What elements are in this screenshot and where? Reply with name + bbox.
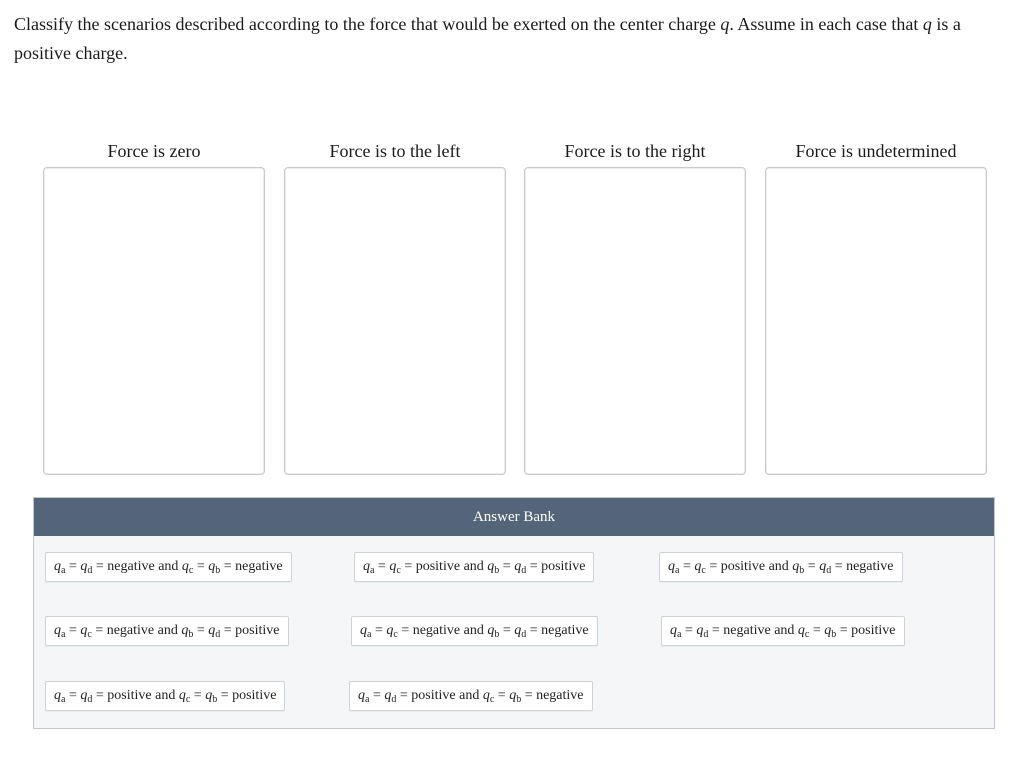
- charge-sign-value: negative: [107, 559, 155, 574]
- charge-symbol: $q_b$: [792, 559, 805, 576]
- equals-sign: =: [682, 559, 691, 574]
- equals-sign: =: [839, 623, 848, 638]
- charge-subscript: c: [804, 629, 810, 640]
- equals-sign: =: [68, 623, 77, 638]
- equals-sign: =: [95, 623, 104, 638]
- charge-sign-value: positive: [411, 688, 456, 703]
- charge-sign-value: positive: [232, 688, 277, 703]
- equals-sign: =: [401, 623, 410, 638]
- charge-subscript: c: [489, 694, 495, 705]
- charge-sign-value: negative: [412, 623, 461, 638]
- answer-chip[interactable]: [659, 552, 903, 582]
- charge-subscript: a: [677, 629, 682, 640]
- equals-sign: =: [502, 559, 511, 574]
- charge-subscript: d: [521, 629, 527, 640]
- charge-symbol: $q_b$: [181, 623, 194, 640]
- charge-subscript: a: [365, 694, 370, 705]
- equals-sign: =: [497, 688, 506, 703]
- charge-symbol: $q_c$: [389, 559, 401, 576]
- charge-symbol: $q_a$: [670, 623, 682, 640]
- answer-chip[interactable]: [661, 616, 905, 646]
- charge-sign-value: positive: [851, 623, 896, 638]
- charge-symbol: $q_c$: [178, 688, 191, 705]
- question-prompt: [14, 10, 1010, 68]
- answer-chip[interactable]: [351, 616, 598, 646]
- equals-sign: =: [502, 623, 511, 638]
- prompt-var-q: q: [720, 14, 730, 34]
- charge-symbol: $q_c$: [386, 623, 398, 640]
- answer-chip[interactable]: [45, 552, 292, 582]
- charge-subscript: d: [391, 694, 397, 705]
- equals-sign: =: [223, 559, 232, 574]
- dropzone-left[interactable]: [284, 167, 506, 475]
- charge-subscript: c: [185, 694, 191, 705]
- charge-symbol: $q_d$: [80, 688, 93, 705]
- charge-symbol: $q_b$: [824, 623, 837, 640]
- charge-symbol: $q_c$: [797, 623, 810, 640]
- charge-symbol: $q_b$: [205, 688, 218, 705]
- charge-symbol: $q_a$: [360, 623, 372, 640]
- charge-subscript: c: [188, 565, 194, 576]
- equals-sign: =: [529, 623, 538, 638]
- charge-symbol: $q_a$: [54, 623, 66, 640]
- dropzone-right[interactable]: [524, 167, 746, 475]
- charge-sign-value: positive: [235, 623, 280, 638]
- charge-symbol: $q_b$: [509, 688, 522, 705]
- charge-symbol: $q_d$: [384, 688, 397, 705]
- charge-sign-value: negative: [536, 688, 584, 703]
- charge-subscript: a: [367, 629, 372, 640]
- equals-sign: =: [68, 559, 77, 574]
- charge-subscript: a: [61, 694, 66, 705]
- charge-symbol: $q_b$: [487, 559, 500, 576]
- charge-subscript: a: [61, 629, 66, 640]
- equals-sign: =: [807, 559, 816, 574]
- equals-sign: =: [223, 623, 232, 638]
- charge-subscript: b: [494, 565, 500, 576]
- charge-subscript: d: [826, 565, 832, 576]
- charge-subscript: b: [188, 629, 194, 640]
- equals-sign: =: [404, 559, 413, 574]
- charge-subscript: b: [215, 565, 221, 576]
- category-label-zero: Force is zero: [107, 141, 201, 161]
- dropzone-zero[interactable]: [43, 167, 265, 475]
- prompt-text-before: Classify the scenarios described according to the force that would be exerted on the center charge: [14, 14, 721, 34]
- and-word: and: [463, 559, 484, 574]
- charge-symbol: $q_c$: [80, 623, 92, 640]
- and-word: and: [155, 688, 176, 703]
- charge-subscript: b: [516, 694, 522, 705]
- charge-subscript: c: [701, 565, 706, 576]
- equals-sign: =: [399, 688, 408, 703]
- charge-symbol: $q_a$: [54, 559, 66, 576]
- equals-sign: =: [684, 623, 693, 638]
- equals-sign: =: [377, 559, 386, 574]
- category-label-right: Force is to the right: [564, 141, 706, 161]
- charge-sign-value: negative: [541, 623, 589, 638]
- charge-subscript: d: [215, 629, 221, 640]
- equals-sign: =: [374, 623, 383, 638]
- charge-symbol: $q_a$: [54, 688, 66, 705]
- charge-subscript: d: [87, 565, 93, 576]
- equals-sign: =: [372, 688, 381, 703]
- charge-sign-value: negative: [846, 559, 894, 574]
- charge-symbol: $q_d$: [514, 559, 527, 576]
- and-word: and: [768, 559, 789, 574]
- charge-sign-value: negative: [723, 623, 771, 638]
- charge-symbol: $q_d$: [80, 559, 93, 576]
- answer-chip[interactable]: [45, 616, 289, 646]
- charge-sign-value: positive: [541, 559, 586, 574]
- equals-sign: =: [220, 688, 229, 703]
- and-word: and: [463, 623, 484, 638]
- equals-sign: =: [524, 688, 533, 703]
- charge-subscript: b: [831, 629, 837, 640]
- answer-chip[interactable]: [354, 552, 594, 582]
- charge-subscript: d: [703, 629, 709, 640]
- charge-symbol: $q_c$: [694, 559, 706, 576]
- prompt-var-q-2: q: [922, 14, 932, 34]
- equals-sign: =: [68, 688, 77, 703]
- charge-symbol: $q_c$: [181, 559, 194, 576]
- equals-sign: =: [95, 559, 104, 574]
- charge-symbol: $q_a$: [358, 688, 370, 705]
- equals-sign: =: [196, 559, 205, 574]
- charge-sign-value: positive: [415, 559, 461, 574]
- charge-symbol: $q_d$: [819, 559, 832, 576]
- charge-symbol: $q_c$: [482, 688, 495, 705]
- charge-subscript: b: [494, 629, 500, 640]
- charge-sign-value: negative: [235, 559, 283, 574]
- and-word: and: [158, 559, 179, 574]
- charge-symbol: $q_a$: [363, 559, 375, 576]
- charge-subscript: c: [87, 629, 92, 640]
- charge-symbol: $q_d$: [208, 623, 221, 640]
- equals-sign: =: [711, 623, 720, 638]
- charge-subscript: a: [61, 565, 66, 576]
- equals-sign: =: [709, 559, 718, 574]
- equals-sign: =: [834, 559, 843, 574]
- equals-sign: =: [812, 623, 821, 638]
- charge-subscript: c: [393, 629, 398, 640]
- charge-subscript: d: [87, 694, 93, 705]
- and-word: and: [157, 623, 178, 638]
- charge-symbol: $q_d$: [514, 623, 527, 640]
- charge-subscript: b: [799, 565, 805, 576]
- charge-symbol: $q_b$: [208, 559, 221, 576]
- charge-sign-value: positive: [720, 559, 766, 574]
- category-label-undetermined: Force is undetermined: [795, 141, 957, 161]
- charge-subscript: b: [212, 694, 218, 705]
- charge-subscript: c: [396, 565, 401, 576]
- charge-symbol: $q_a$: [668, 559, 680, 576]
- charge-symbol: $q_b$: [487, 623, 500, 640]
- charge-sign-value: positive: [107, 688, 152, 703]
- equals-sign: =: [95, 688, 104, 703]
- answer-chip[interactable]: [45, 681, 285, 711]
- category-label-left: Force is to the left: [329, 141, 461, 161]
- answer-chip[interactable]: [349, 681, 593, 711]
- prompt-text-after: is a positive charge.: [14, 14, 961, 63]
- charge-subscript: d: [521, 565, 527, 576]
- charge-subscript: a: [370, 565, 375, 576]
- equals-sign: =: [529, 559, 538, 574]
- equals-sign: =: [193, 688, 202, 703]
- and-word: and: [774, 623, 795, 638]
- charge-sign-value: negative: [106, 623, 155, 638]
- charge-symbol: $q_d$: [696, 623, 709, 640]
- dropzone-undetermined[interactable]: [765, 167, 987, 475]
- answer-bank-header: Answer Bank: [34, 498, 994, 536]
- and-word: and: [459, 688, 480, 703]
- charge-subscript: a: [675, 565, 680, 576]
- prompt-text-mid: . Assume in each case that: [729, 14, 923, 34]
- equals-sign: =: [196, 623, 205, 638]
